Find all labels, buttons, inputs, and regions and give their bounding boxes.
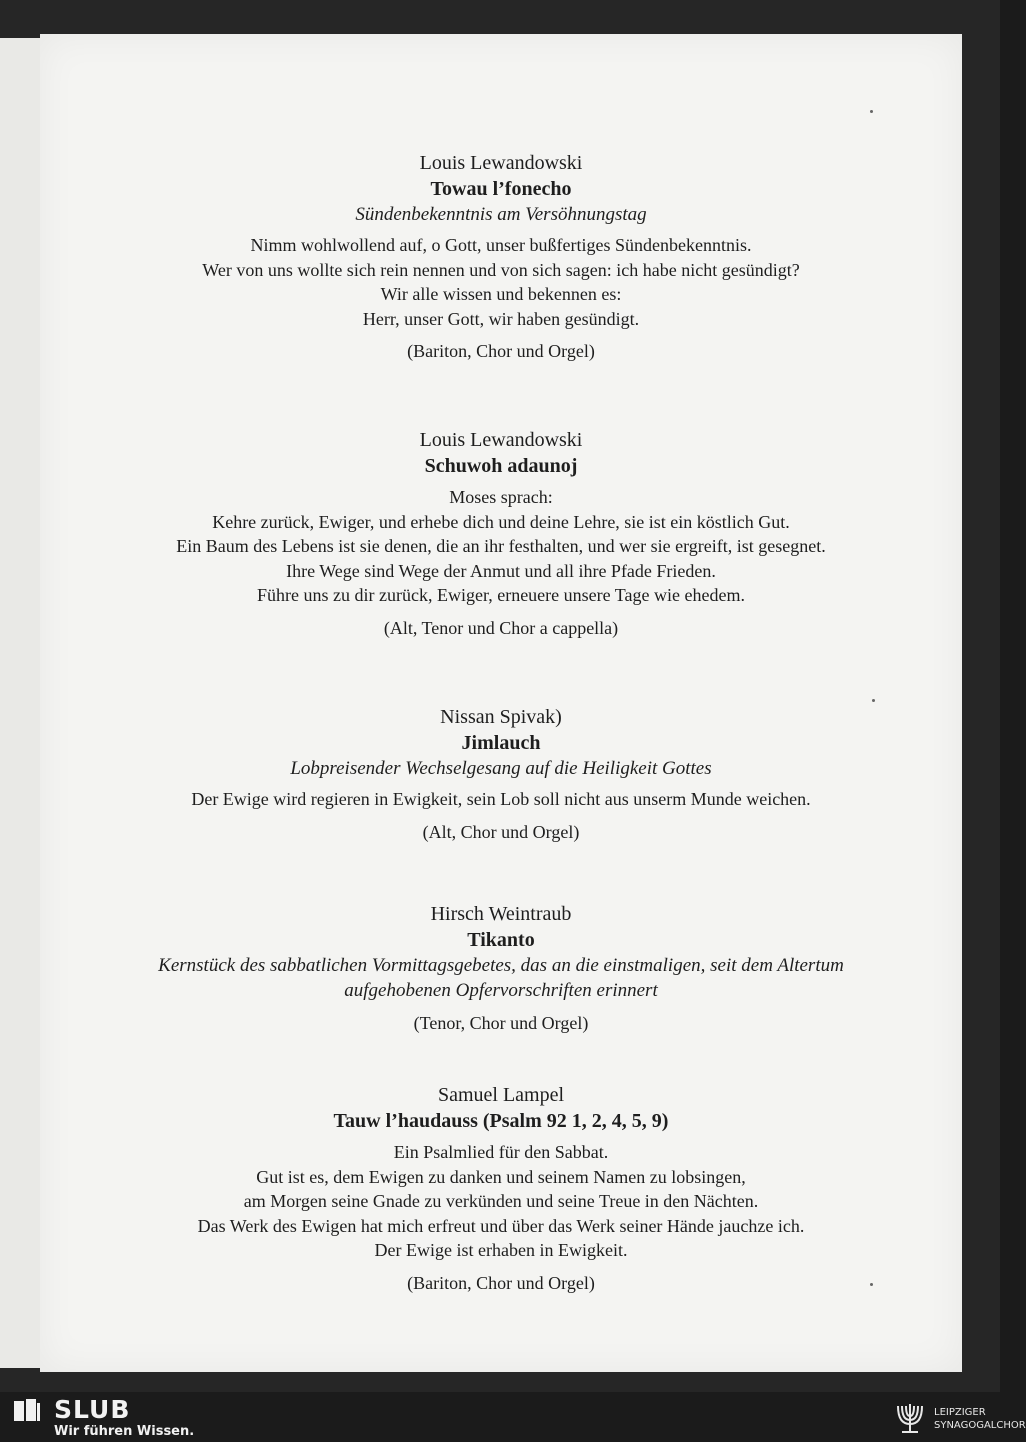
- piece-title: Towau l’fonecho: [430, 178, 572, 200]
- voice-scoring: (Bariton, Chor und Orgel): [407, 1272, 595, 1293]
- paper-speck: [872, 699, 875, 702]
- programme-item: [40, 901, 962, 1035]
- composer-name: Louis Lewandowski: [419, 152, 583, 174]
- text-line: Der Ewige wird regieren in Ewigkeit, sein Lob soll nicht aus unserm Munde weichen.: [191, 789, 811, 809]
- text-line: Nimm wohlwollend auf, o Gott, unser bußfertiges Sündenbekenntnis.: [250, 235, 752, 255]
- piece-text: [40, 233, 962, 331]
- programme-item: [40, 427, 962, 640]
- choir-name-line: LEIPZIGER: [934, 1407, 986, 1418]
- composer-name: Samuel Lampel: [437, 1084, 565, 1106]
- paper-speck: [870, 110, 873, 113]
- piece-title: Schuwoh adaunoj: [424, 455, 578, 477]
- piece-title: Tauw l’haudauss (Psalm 92 1, 2, 4, 5, 9): [333, 1110, 669, 1132]
- piece-subtitle: Kernstück des sabbatlichen Vormittagsgebetes, das an die einstmaligen, seit dem Altertum: [158, 955, 844, 976]
- text-line: Ein Psalmlied für den Sabbat.: [393, 1142, 609, 1162]
- piece-text: [40, 787, 962, 812]
- text-line: am Morgen seine Gnade zu verkünden und seine Treue in den Nächten.: [243, 1191, 759, 1211]
- text-line: Führe uns zu dir zurück, Ewiger, erneuere unsere Tage wie ehedem.: [257, 585, 745, 605]
- composer-name: Louis Lewandowski: [419, 429, 583, 451]
- footer-bar: [0, 1392, 1026, 1442]
- choir-name-line: SYNAGOGALCHOR: [934, 1420, 1026, 1431]
- programme-item: [40, 150, 962, 363]
- voice-scoring: (Alt, Chor und Orgel): [422, 821, 580, 842]
- piece-title: Jimlauch: [461, 732, 541, 754]
- text-line: Ein Baum des Lebens ist sie denen, die an ihr festhalten, und wer sie ergreift, ist gesegnet.: [176, 536, 826, 556]
- composer-name: Hirsch Weintraub: [430, 903, 572, 925]
- text-line: Kehre zurück, Ewiger, und erhebe dich und deine Lehre, sie ist ein köstlich Gut.: [212, 511, 790, 532]
- text-line: Das Werk des Ewigen hat mich erfreut und über das Werk seiner Hände jauchze ich.: [197, 1215, 805, 1236]
- voice-scoring: (Bariton, Chor und Orgel): [407, 341, 595, 361]
- text-line: Herr, unser Gott, wir haben gesündigt.: [362, 308, 640, 329]
- piece-text: [40, 1140, 962, 1263]
- library-tagline: Wir führen Wissen.: [54, 1424, 195, 1439]
- text-line: Gut ist es, dem Ewigen zu danken und seinem Namen zu lobsingen,: [256, 1166, 746, 1187]
- choir-name: [934, 1406, 1026, 1432]
- programme-page: [40, 34, 962, 1372]
- previous-page-edge: [0, 38, 40, 1368]
- piece-title: Tikanto: [467, 929, 535, 951]
- programme-item: [40, 704, 962, 844]
- composer-name: Nissan Spivak): [440, 706, 562, 728]
- text-line: Moses sprach:: [449, 487, 553, 507]
- voice-scoring: (Tenor, Chor und Orgel): [413, 1013, 589, 1033]
- piece-text: [40, 485, 962, 608]
- text-line: Der Ewige ist erhaben in Ewigkeit.: [374, 1240, 628, 1260]
- text-line: Wir alle wissen und bekennen es:: [380, 284, 622, 304]
- text-line: Ihre Wege sind Wege der Anmut und all ihre Pfade Frieden.: [286, 560, 716, 581]
- piece-subtitle: Lobpreisender Wechselgesang auf die Heiligkeit Gottes: [290, 758, 712, 779]
- book-icon[interactable]: [14, 1399, 40, 1423]
- library-logo-text[interactable]: SLUB: [54, 1395, 131, 1424]
- text-line: Wer von uns wollte sich rein nennen und von sich sagen: ich habe nicht gesündigt?: [202, 259, 800, 280]
- menorah-icon: [892, 1398, 928, 1436]
- piece-subtitle: Sündenbekenntnis am Versöhnungstag: [355, 204, 647, 225]
- voice-scoring: (Alt, Tenor und Chor a cappella): [383, 617, 619, 638]
- piece-subtitle-continued: aufgehobenen Opfervorschriften erinnert: [344, 980, 658, 1001]
- programme-item: [40, 1082, 962, 1295]
